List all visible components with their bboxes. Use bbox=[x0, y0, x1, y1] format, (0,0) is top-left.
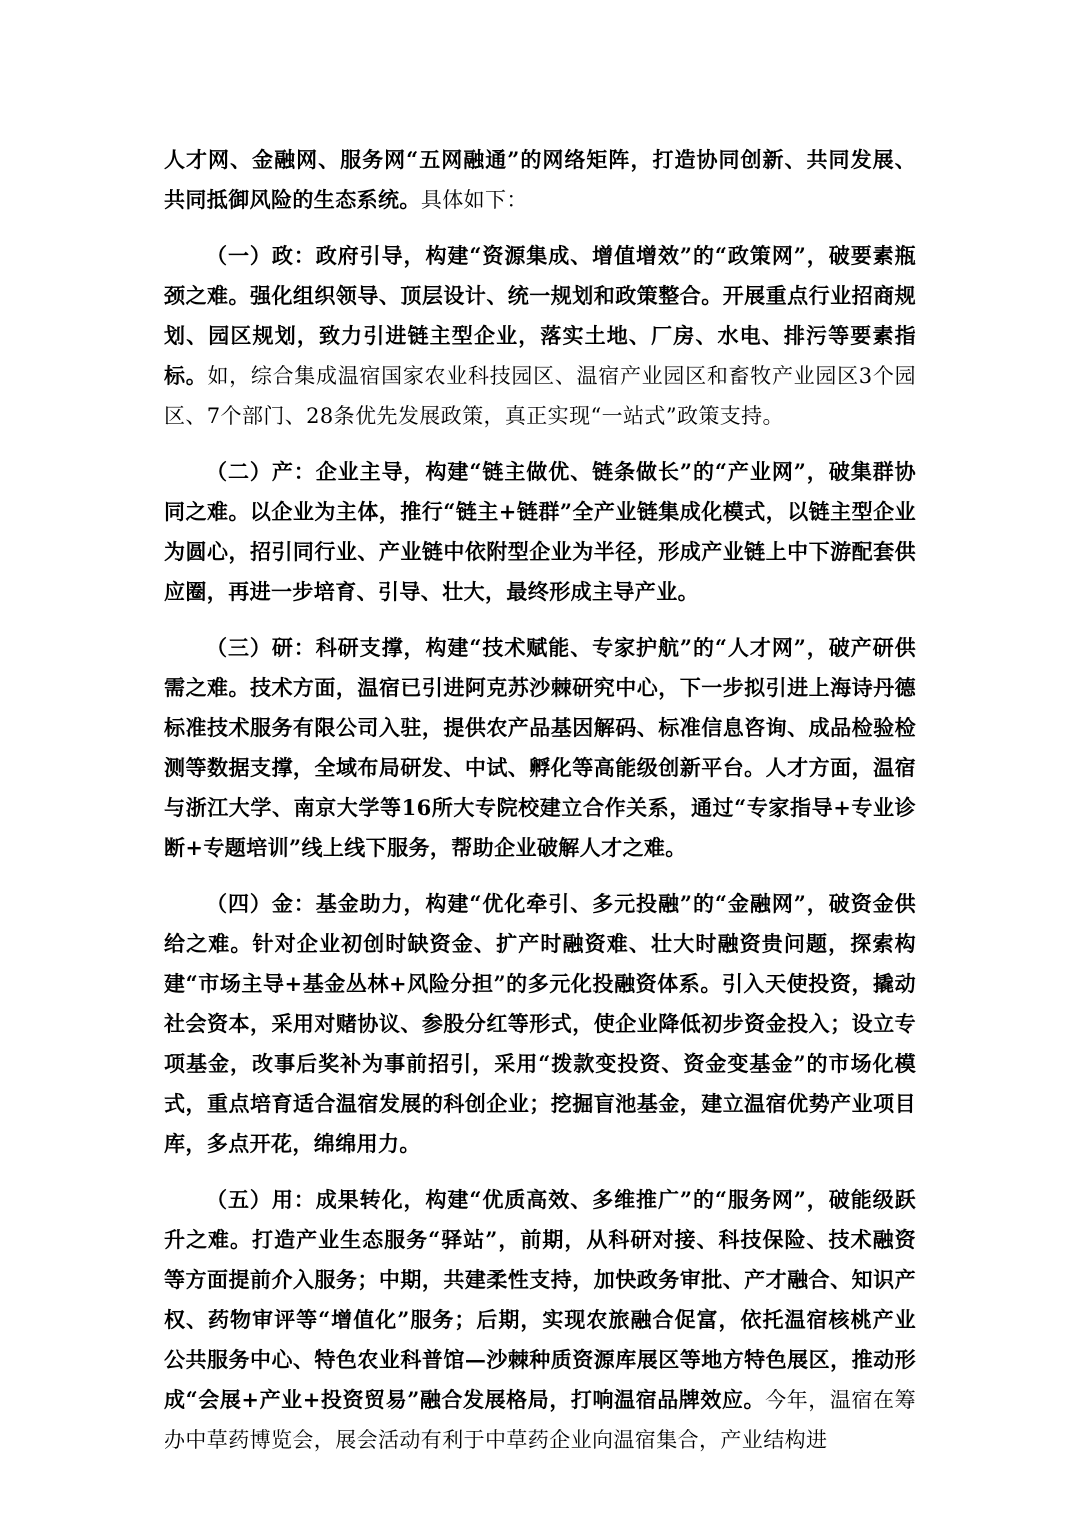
paragraph-research-bold: （三）研：科研支撑，构建“技术赋能、专家护航”的“人才网”，破产研供需之难。技术方面，温宿已引进阿克苏沙棘研究中心，下一步拟引进上海诗丹德标准技术服务有限公司入驻，提供农产品基因解码、标准信息咨询、成品检验检测等数据支撑，全域布局研发、中试、孵化等高能级创新平台。人才方面，温宿与浙江大学、南京大学等16所大专院校建立合作关系，通过“专家指导+专业诊断+专题培训”线上线下服务，帮助企业破解人才之难。 bbox=[164, 635, 916, 860]
paragraph-policy-bold: （一）政：政府引导，构建“资源集成、增值增效”的“政策网”，破要素瓶颈之难。强化组织领导、顶层设计、统一规划和政策整合。开展重点行业招商规划、园区规划，致力引进链主型企业，落实土地、厂房、水电、排污等要素指标。 bbox=[164, 243, 916, 388]
paragraph-application bbox=[164, 1180, 916, 1460]
paragraph-application-bold: （五）用：成果转化，构建“优质高效、多维推广”的“服务网”，破能级跃升之难。打造产业生态服务“驿站”，前期，从科研对接、科技保险、技术融资等方面提前介入服务；中期，共建柔性支持，加快政务审批、产才融合、知识产权、药物审评等“增值化”服务；后期，实现农旅融合促富，依托温宿核桃产业公共服务中心、特色农业科普馆—沙棘种质资源库展区等地方特色展区，推动形成“会展+产业+投资贸易”融合发展格局，打响温宿品牌效应。 bbox=[164, 1187, 916, 1412]
paragraph-research bbox=[164, 628, 916, 868]
paragraph-policy bbox=[164, 236, 916, 436]
paragraph-industry bbox=[164, 452, 916, 612]
document-body bbox=[164, 140, 916, 1476]
paragraph-policy-normal: 如，综合集成温宿国家农业科技园区、温宿产业园区和畜牧产业园区3个园区、7个部门、28条优先发展政策，真正实现“一站式”政策支持。 bbox=[164, 364, 916, 428]
paragraph-application-normal: 今年，温宿在筹办中草药博览会，展会活动有利于中草药企业向温宿集合，产业结构进 bbox=[164, 1388, 916, 1452]
paragraph-industry-bold: （二）产：企业主导，构建“链主做优、链条做长”的“产业网”，破集群协同之难。以企业为主体，推行“链主+链群”全产业链集成化模式，以链主型企业为圆心，招引同行业、产业链中依附型企业为半径，形成产业链上中下游配套供应圈，再进一步培育、引导、壮大，最终形成主导产业。 bbox=[164, 459, 916, 604]
paragraph-finance-bold: （四）金：基金助力，构建“优化牵引、多元投融”的“金融网”，破资金供给之难。针对企业初创时缺资金、扩产时融资难、壮大时融资贵问题，探索构建“市场主导+基金丛林+风险分担”的多元化投融资体系。引入天使投资，撬动社会资本，采用对赌协议、参股分红等形式，使企业降低初步资金投入；设立专项基金，改事后奖补为事前招引，采用“拨款变投资、资金变基金”的市场化模式，重点培育适合温宿发展的科创企业；挖掘盲池基金，建立温宿优势产业项目库，多点开花，绵绵用力。 bbox=[164, 891, 916, 1156]
paragraph-intro-bold: 人才网、金融网、服务网“五网融通”的网络矩阵，打造协同创新、共同发展、共同抵御风险的生态系统。 bbox=[164, 147, 916, 212]
paragraph-finance bbox=[164, 884, 916, 1164]
paragraph-intro bbox=[164, 140, 916, 220]
paragraph-intro-normal: 具体如下： bbox=[420, 188, 528, 212]
